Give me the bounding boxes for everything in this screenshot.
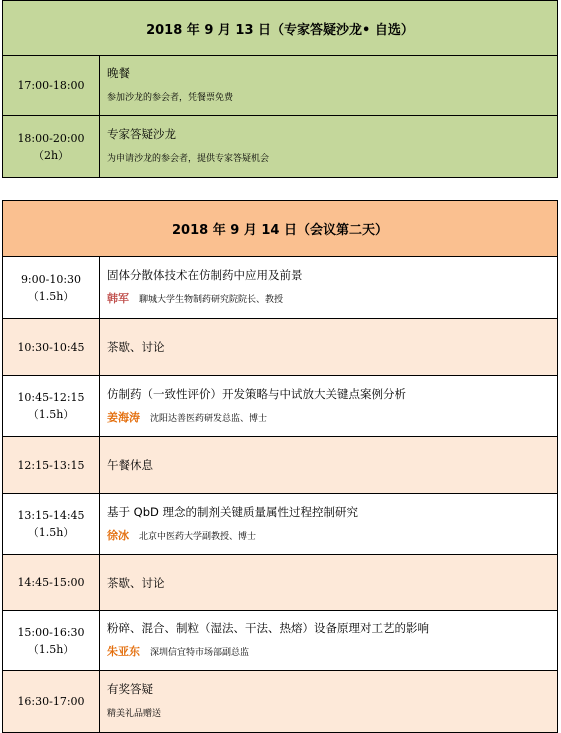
schedule-row bbox=[3, 56, 558, 116]
content-cell bbox=[100, 56, 558, 116]
session-title: 茶歇、讨论 bbox=[107, 575, 165, 590]
day2-schedule-table bbox=[2, 200, 558, 733]
time-cell bbox=[3, 56, 100, 116]
session-title: 晚餐 bbox=[107, 66, 130, 80]
time-cell bbox=[3, 319, 100, 376]
schedule-row bbox=[3, 671, 558, 733]
speaker-name: 徐冰 bbox=[107, 528, 129, 542]
speaker-line bbox=[107, 291, 557, 308]
time-cell bbox=[3, 116, 100, 178]
time-cell bbox=[3, 376, 100, 437]
session-title: 基于 QbD 理念的制剂关键质量属性过程控制研究 bbox=[107, 504, 359, 519]
time-cell bbox=[3, 611, 100, 671]
speaker-line bbox=[107, 528, 557, 545]
session-title: 专家答疑沙龙 bbox=[107, 127, 176, 141]
speaker-affiliation: 聊城大学生物制药研究院院长、教授 bbox=[139, 295, 284, 305]
schedule-row bbox=[3, 319, 558, 376]
duration: （1.5h） bbox=[27, 289, 75, 303]
schedule-row bbox=[3, 257, 558, 319]
time-cell bbox=[3, 494, 100, 555]
duration: （2h） bbox=[32, 148, 70, 162]
content-cell bbox=[100, 437, 558, 494]
content-cell bbox=[100, 611, 558, 671]
session-note: 参加沙龙的参会者，凭餐票免费 bbox=[107, 93, 234, 103]
content-cell bbox=[100, 257, 558, 319]
speaker-affiliation: 沈阳达善医药研发总监、博士 bbox=[150, 413, 268, 424]
session-note: 为申请沙龙的参会者，提供专家答疑机会 bbox=[107, 154, 270, 164]
time-range: 10:30-10:45 bbox=[17, 340, 85, 354]
session-title: 有奖答疑 bbox=[107, 682, 153, 696]
time-cell bbox=[3, 257, 100, 319]
session-title: 仿制药（一致性评价）开发策略与中试放大关键点案例分析 bbox=[107, 386, 406, 401]
schedule-row bbox=[3, 555, 558, 611]
schedule-row bbox=[3, 116, 558, 178]
time-range: 16:30-17:00 bbox=[17, 695, 85, 708]
speaker-name: 韩军 bbox=[107, 292, 129, 305]
speaker-affiliation: 深圳信宜特市场部副总监 bbox=[150, 648, 250, 658]
content-cell bbox=[100, 555, 558, 611]
schedule-row bbox=[3, 437, 558, 494]
content-cell bbox=[100, 116, 558, 178]
duration: （1.5h） bbox=[27, 526, 75, 539]
content-cell bbox=[100, 494, 558, 555]
content-cell bbox=[100, 671, 558, 733]
speaker-line bbox=[107, 644, 557, 661]
speaker-affiliation: 北京中医药大学副教授、博士 bbox=[139, 531, 257, 542]
speaker-line bbox=[107, 410, 557, 427]
time-range: 15:00-16:30 bbox=[17, 625, 85, 639]
schedule-row bbox=[3, 376, 558, 437]
day2-header: 2018 年 9 月 14 日（会议第二天） bbox=[3, 201, 558, 257]
time-cell bbox=[3, 555, 100, 611]
day1-schedule-table bbox=[2, 0, 558, 178]
time-range: 17:00-18:00 bbox=[17, 79, 85, 92]
content-cell bbox=[100, 376, 558, 437]
duration: （1.5h） bbox=[27, 642, 75, 656]
time-range: 13:15-14:45 bbox=[17, 509, 85, 522]
content-cell bbox=[100, 319, 558, 376]
time-range: 12:15-13:15 bbox=[17, 458, 85, 472]
session-title: 固体分散体技术在仿制药中应用及前景 bbox=[107, 268, 303, 282]
session-title: 粉碎、混合、制粒（湿法、干法、热熔）设备原理对工艺的影响 bbox=[107, 621, 429, 635]
speaker-name: 姜海涛 bbox=[107, 410, 140, 424]
time-cell bbox=[3, 671, 100, 733]
session-title: 茶歇、讨论 bbox=[107, 340, 165, 354]
session-title: 午餐休息 bbox=[107, 458, 153, 472]
time-range: 18:00-20:00 bbox=[17, 131, 85, 145]
session-note: 精美礼品赠送 bbox=[107, 709, 162, 719]
duration: （1.5h） bbox=[27, 408, 75, 421]
schedule-row bbox=[3, 494, 558, 555]
speaker-name: 朱亚东 bbox=[107, 645, 140, 658]
time-range: 14:45-15:00 bbox=[17, 576, 85, 589]
day1-header: 2018 年 9 月 13 日（专家答疑沙龙• 自选） bbox=[3, 1, 558, 56]
schedule-row bbox=[3, 611, 558, 671]
time-range: 10:45-12:15 bbox=[17, 391, 85, 404]
time-cell bbox=[3, 437, 100, 494]
time-range: 9:00-10:30 bbox=[20, 272, 82, 286]
